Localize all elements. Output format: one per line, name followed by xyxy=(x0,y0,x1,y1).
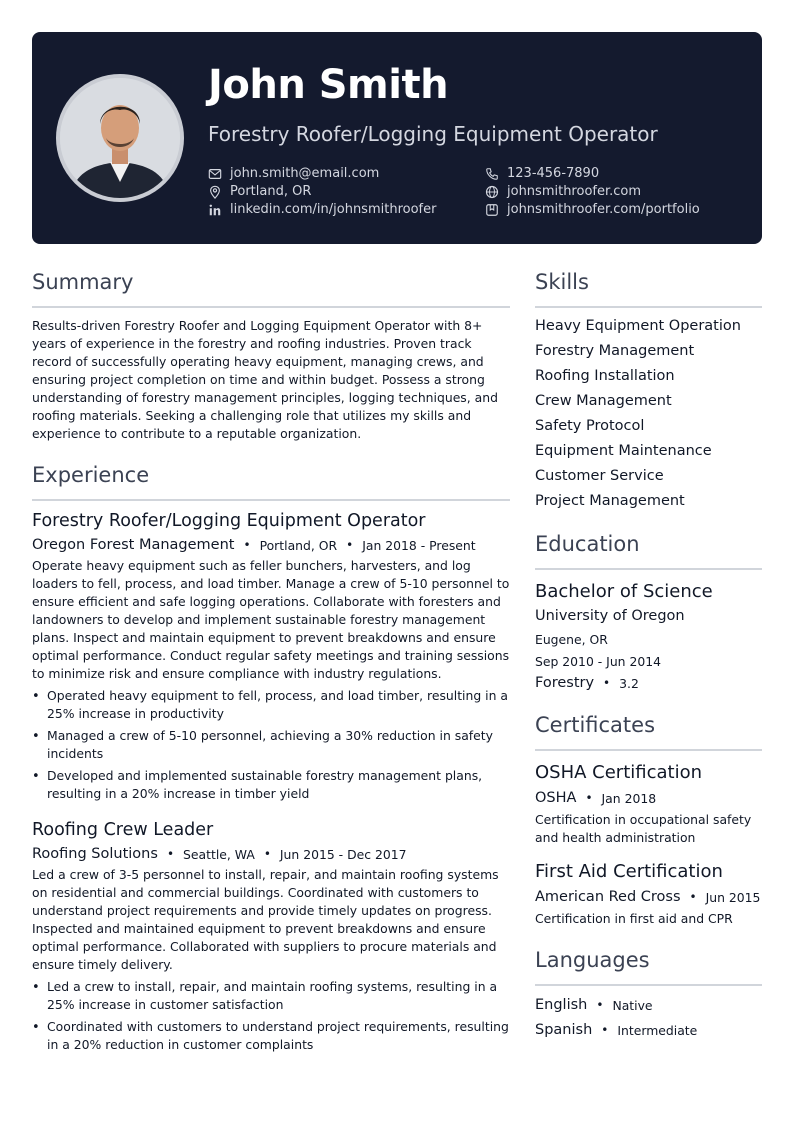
education-field-gpa xyxy=(535,675,762,691)
linkedin-icon xyxy=(208,203,222,217)
mail-icon xyxy=(208,167,222,181)
certificate-description: Certification in first aid and CPR xyxy=(535,911,733,926)
skill-item: Crew Management xyxy=(535,393,672,409)
phone-icon xyxy=(485,167,499,181)
achievement-item: • Operated heavy equipment to fell, process, and load timber, resulting in a 25% increase in productivity xyxy=(32,687,510,723)
skill-item: Project Management xyxy=(535,493,685,509)
education-divider xyxy=(535,568,762,570)
location-pin-icon xyxy=(208,185,222,199)
experience-divider xyxy=(32,499,510,501)
job-location: Seattle, WA xyxy=(183,846,255,862)
contact-website-text: johnsmithroofer.com xyxy=(507,184,642,199)
separator-dot: • xyxy=(603,676,611,690)
education-school: University of Oregon xyxy=(535,608,685,624)
language-item xyxy=(535,1018,762,1043)
job-location: Portland, OR xyxy=(259,537,338,553)
education-entry xyxy=(535,581,762,691)
education-degree: Bachelor of Science xyxy=(535,581,713,602)
achievement-item: • Developed and implemented sustainable forestry management plans, resulting in a 20% increase in timber yield xyxy=(32,767,510,803)
candidate-title: Forestry Roofer/Logging Equipment Operator xyxy=(208,122,658,146)
achievement-item: • Led a crew to install, repair, and maintain roofing systems, resulting in a 25% increase in customer satisfaction xyxy=(32,978,510,1014)
achievement-item: • Coordinated with customers to understand project requirements, resulting in a 20% reduction in customer complaints xyxy=(32,1018,510,1054)
contact-linkedin-text: linkedin.com/in/johnsmithroofer xyxy=(230,202,437,217)
left-column xyxy=(32,270,510,1054)
job-achievements xyxy=(32,978,510,1054)
languages-heading: Languages xyxy=(535,948,650,972)
skill-item: Roofing Installation xyxy=(535,368,675,384)
contact-portfolio[interactable] xyxy=(485,202,700,217)
education-heading: Education xyxy=(535,532,640,556)
language-level: Intermediate xyxy=(617,1023,698,1038)
contact-email[interactable] xyxy=(208,166,379,181)
separator-dot: • xyxy=(689,890,697,904)
certificate-date: Jun 2015 xyxy=(705,889,761,905)
contact-portfolio-text: johnsmithroofer.com/portfolio xyxy=(507,202,700,217)
resume-header xyxy=(32,32,762,244)
globe-icon xyxy=(485,185,499,199)
contact-website[interactable] xyxy=(485,184,641,199)
job-meta xyxy=(32,537,510,553)
portfolio-icon xyxy=(485,203,499,217)
certificate-entry xyxy=(535,861,762,928)
skill-item: Heavy Equipment Operation xyxy=(535,318,741,334)
skills-heading: Skills xyxy=(535,270,589,294)
job-dates: Jun 2015 - Dec 2017 xyxy=(279,846,407,862)
skill-item: Equipment Maintenance xyxy=(535,443,712,459)
certificate-entry xyxy=(535,762,762,847)
experience-heading: Experience xyxy=(32,463,150,487)
certificate-description: Certification in occupational safety and health administration xyxy=(535,812,752,845)
skills-list xyxy=(535,314,762,514)
education-gpa: 3.2 xyxy=(619,675,639,691)
certificate-name: First Aid Certification xyxy=(535,861,723,882)
right-column xyxy=(535,270,762,1043)
separator-dot: • xyxy=(166,847,175,861)
job-meta xyxy=(32,846,510,862)
education-field: Forestry xyxy=(535,675,595,691)
contact-linkedin[interactable] xyxy=(208,202,436,217)
person-portrait-icon xyxy=(60,78,180,198)
contact-phone-text: 123-456-7890 xyxy=(507,166,600,181)
candidate-name: John Smith xyxy=(208,62,449,108)
education-dates: Sep 2010 - Jun 2014 xyxy=(535,654,662,669)
education-location: Eugene, OR xyxy=(535,632,608,647)
summary-heading: Summary xyxy=(32,270,134,294)
summary-text: Results-driven Forestry Roofer and Logging Equipment Operator with 8+ years of experience in the forestry and roofing industries. Proven track record of successfully operating heavy equipment, managing crews, and ensuring project completion on time and within budget. Possess a strong understanding of forestry management principles, logging techniques, and roofing materials. Seeking a challenging role that utilizes my skills and experience to contribute to a reputable organization. xyxy=(32,318,498,441)
contact-phone[interactable] xyxy=(485,166,599,181)
language-item xyxy=(535,993,762,1018)
job-company: Roofing Solutions xyxy=(32,846,158,862)
job-title: Roofing Crew Leader xyxy=(32,820,214,840)
skill-item: Forestry Management xyxy=(535,343,695,359)
separator-dot: • xyxy=(596,998,604,1012)
achievement-item: • Managed a crew of 5-10 personnel, achieving a 30% reduction in safety incidents xyxy=(32,727,510,763)
language-name: Spanish xyxy=(535,1022,593,1038)
job-dates: Jan 2018 - Present xyxy=(362,537,476,553)
certificates-heading: Certificates xyxy=(535,713,656,737)
certificate-meta xyxy=(535,790,762,806)
certificate-name: OSHA Certification xyxy=(535,762,703,783)
language-level: Native xyxy=(612,998,653,1013)
summary-divider xyxy=(32,306,510,308)
separator-dot: • xyxy=(346,538,354,552)
contact-location-text: Portland, OR xyxy=(230,184,312,199)
job-title: Forestry Roofer/Logging Equipment Operator xyxy=(32,511,426,531)
contact-email-text: john.smith@email.com xyxy=(230,166,380,181)
job-description: Led a crew of 3-5 personnel to install, repair, and maintain roofing systems on residential and commercial buildings. Coordinated with customers to understand project requirements and provide timely updates on progress. Inspected and maintained equipment to prevent breakdowns and ensure optimal performance. Collaborated with suppliers to procure materials and ensure timely delivery. xyxy=(32,867,499,972)
skill-item: Safety Protocol xyxy=(535,418,645,434)
certificate-issuer: OSHA xyxy=(535,790,577,806)
languages-divider xyxy=(535,984,762,986)
certificate-meta xyxy=(535,889,762,905)
language-name: English xyxy=(535,997,588,1013)
skill-item: Customer Service xyxy=(535,468,664,484)
profile-photo xyxy=(56,74,184,202)
separator-dot: • xyxy=(263,847,271,861)
languages-list xyxy=(535,993,762,1043)
certificates-divider xyxy=(535,749,762,751)
skills-divider xyxy=(535,306,762,308)
separator-dot: • xyxy=(243,538,251,552)
contact-location xyxy=(208,184,311,199)
job-achievements xyxy=(32,687,510,803)
job-entry xyxy=(32,820,510,1054)
separator-dot: • xyxy=(601,1023,609,1037)
job-company: Oregon Forest Management xyxy=(32,537,235,553)
job-description: Operate heavy equipment such as feller bunchers, harvesters, and log loaders to fell, process, and load timber. Manage a crew of 5-10 personnel to ensure efficient and safe logging operations. Collaborate with foresters and landowners to develop and implement sustainable forestry management plans. Inspect and maintain equipment to prevent breakdowns and ensure optimal performance. Conduct regular safety meetings and training sessions to minimize risk and ensure compliance with industry regulations. xyxy=(32,558,510,681)
certificate-issuer: American Red Cross xyxy=(535,889,681,905)
job-entry xyxy=(32,511,510,803)
certificate-date: Jan 2018 xyxy=(601,790,657,806)
separator-dot: • xyxy=(585,791,593,805)
